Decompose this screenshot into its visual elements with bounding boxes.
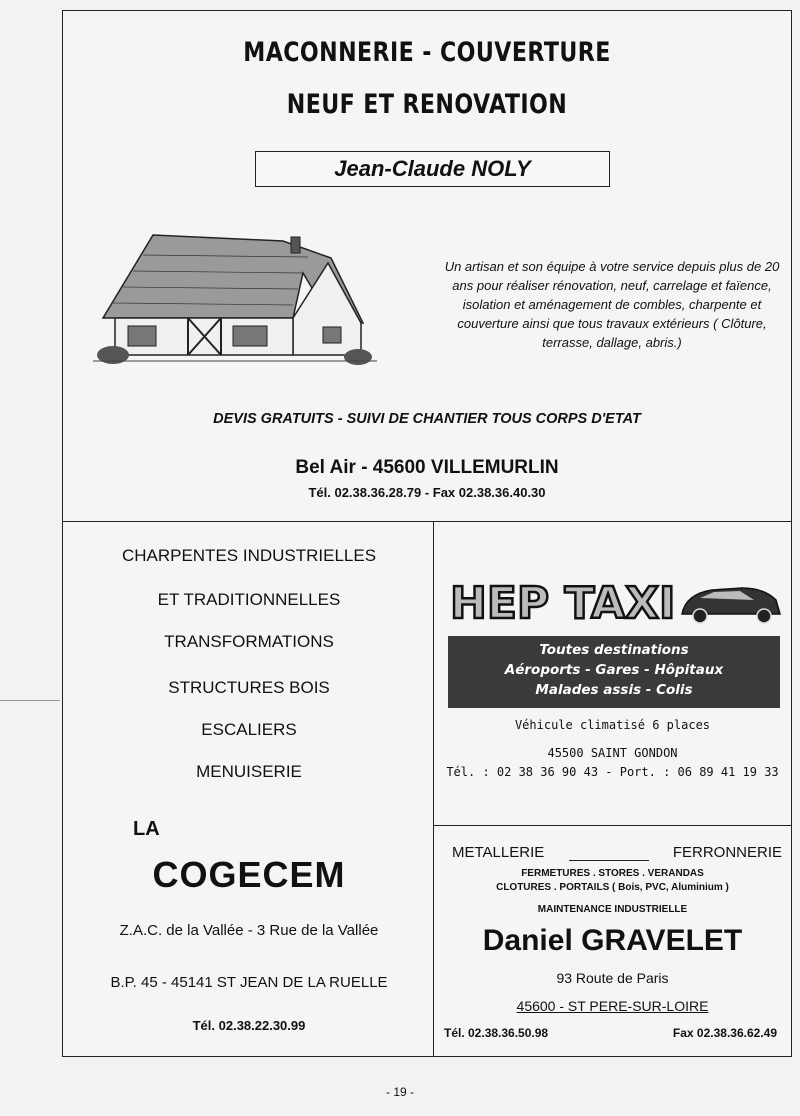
metal-products: FERMETURES . STORES . VERANDAS xyxy=(521,868,704,879)
masonry-address: Bel Air - 45600 VILLEMURLIN xyxy=(295,457,559,478)
ad-metallerie xyxy=(433,825,792,1057)
taxi-service-line: Aéroports - Gares - Hôpitaux xyxy=(504,662,724,678)
metal-owner-name: Daniel GRAVELET xyxy=(482,924,743,957)
metal-maintenance: MAINTENANCE INDUSTRIELLE xyxy=(537,904,688,915)
company-postbox: B.P. 45 - 45141 ST JEAN DE LA RUELLE xyxy=(110,974,388,991)
metal-phone: Tél. 02.38.36.50.98 xyxy=(444,1026,549,1040)
masonry-slogan: DEVIS GRATUITS - SUIVI DE CHANTIER TOUS CORPS D'ETAT xyxy=(213,411,641,427)
metal-heading-right: FERRONNERIE xyxy=(672,844,782,861)
company-phone: Tél. 02.38.22.30.99 xyxy=(192,1018,306,1033)
metal-heading xyxy=(452,844,782,861)
service-line: ESCALIERS xyxy=(201,720,297,739)
house-illustration-icon xyxy=(93,223,377,373)
paper-fold-mark xyxy=(0,700,60,713)
metal-heading-left: METALLERIE xyxy=(452,844,545,861)
ad-hep-taxi xyxy=(433,521,792,826)
metal-street: 93 Route de Paris xyxy=(556,970,669,986)
metal-city: 45600 - ST PERE-SUR-LOIRE xyxy=(516,998,709,1014)
company-name: COGECEM xyxy=(152,854,346,895)
service-line: TRANSFORMATIONS xyxy=(164,632,334,651)
ad-cogecem xyxy=(62,521,434,1057)
taxi-phone: Tél. : 02 38 36 90 43 - Port. : 06 89 41 19 33 xyxy=(446,765,779,779)
service-line: STRUCTURES BOIS xyxy=(168,678,330,697)
service-line: ET TRADITIONNELLES xyxy=(157,590,341,609)
taxi-logo-text: HEP TAXI xyxy=(450,578,676,629)
metal-products-2: CLOTURES . PORTAILS ( Bois, PVC, Aluminium ) xyxy=(496,882,729,893)
masonry-phone: Tél. 02.38.36.28.79 - Fax 02.38.36.40.30 xyxy=(308,485,546,500)
artisan-name: Jean-Claude NOLY xyxy=(255,151,610,187)
masonry-description: Un artisan et son équipe à votre service depuis plus de 20 ans pour réaliser rénovation, neuf, carrelage et faïence, isolation et aménagement de combles, charpente et couverture ainsi que tous travaux extérieurs ( Clôture, terrasse, dallage, abris.) xyxy=(444,259,780,350)
service-line: MENUISERIE xyxy=(196,762,302,781)
taxi-vehicle: Véhicule climatisé 6 places xyxy=(514,718,711,732)
taxi-logo xyxy=(442,570,784,632)
company-prefix: LA xyxy=(133,818,160,840)
taxi-service-line: Malades assis - Colis xyxy=(535,682,693,698)
taxi-city: 45500 SAINT GONDON xyxy=(547,746,678,760)
company-address: Z.A.C. de la Vallée - 3 Rue de la Vallée xyxy=(119,922,379,939)
ad-masonry xyxy=(62,10,792,522)
service-line: CHARPENTES INDUSTRIELLES xyxy=(121,546,377,565)
page-number: - 19 - xyxy=(385,1085,414,1099)
taxi-service-line: Toutes destinations xyxy=(539,642,689,658)
car-icon xyxy=(682,588,780,623)
masonry-heading: MACONNERIE - COUVERTURE xyxy=(243,37,611,68)
taxi-services-band xyxy=(448,636,780,708)
heading-divider xyxy=(569,844,649,861)
masonry-subheading: NEUF ET RENOVATION xyxy=(286,89,568,120)
metal-fax: Fax 02.38.36.62.49 xyxy=(672,1026,777,1040)
